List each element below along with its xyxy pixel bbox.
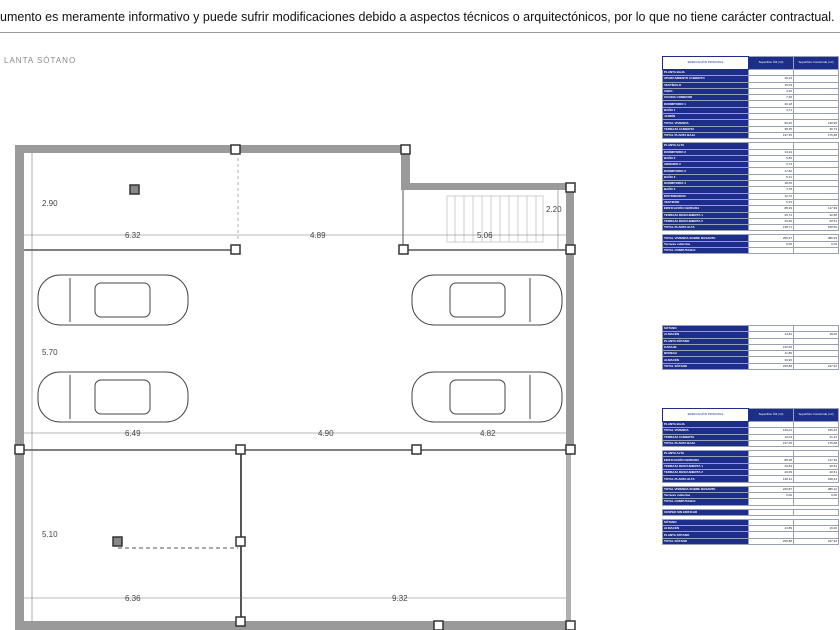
- row-value: 5,82: [749, 155, 794, 161]
- row-value: 117,39: [794, 206, 839, 212]
- row-value: 29,84: [749, 463, 794, 469]
- row-label: EDIFICACIÓN CERRADA: [663, 457, 749, 463]
- row-value: 137,55: [749, 132, 794, 138]
- car-1: [38, 275, 188, 325]
- row-value: 38,35: [749, 126, 794, 132]
- row-label: BAÑO 1: [663, 107, 749, 113]
- row-label: TERRAZA DESCUBIERTA 2: [663, 470, 749, 476]
- disclaimer-text: umento es meramente informativo y puede sufrir modificaciones debido a aspectos técnicos o arquitectónicos, por lo que no tiene carácter contractual.: [0, 10, 835, 24]
- row-label: PLANTA SÓTANO: [663, 532, 749, 538]
- row-label: BODEGA: [663, 351, 749, 357]
- area-table-1: [662, 56, 839, 254]
- row-value: 30,96: [749, 357, 794, 363]
- row-value: 175,68: [794, 440, 839, 446]
- row-value: 386,12: [794, 486, 839, 492]
- car-3: [412, 275, 562, 325]
- dim-489: 4.89: [310, 231, 326, 240]
- row-value: 16,00: [794, 526, 839, 532]
- row-value: 155,44: [794, 428, 839, 434]
- row-label: TOTAL COMPUTABLE: [663, 499, 749, 505]
- row-label: PLANTA SÓTANO: [663, 338, 749, 344]
- area-table-2: [662, 325, 839, 370]
- wall-bottom: [15, 621, 575, 630]
- row-value: 13,89: [749, 526, 794, 532]
- row-value: 12,72: [749, 193, 794, 199]
- row-label: TOTAL VIVIENDA SOBRE RASANTE: [663, 235, 749, 241]
- row-label: DORMITORIO 1: [663, 101, 749, 107]
- row-label: TOTAL SÓTANO: [663, 363, 749, 369]
- row-label: DORMITORIO 4: [663, 181, 749, 187]
- row-value: 88,38: [749, 457, 794, 463]
- row-value: 138,71: [749, 225, 794, 231]
- row-label: TOTAL SÓTANO: [663, 538, 749, 544]
- row-label: CESPED SIN EDIFICAR: [663, 509, 749, 515]
- row-value: 4,71: [749, 107, 794, 113]
- row-label: TOTAL PLANTA ALTA: [663, 225, 749, 231]
- row-value: 30,54: [794, 463, 839, 469]
- row-label: TOTAL COMPUTABLE: [663, 248, 749, 254]
- dim-482: 4.82: [480, 429, 496, 438]
- row-value: 18,05: [749, 181, 794, 187]
- table-header-cell: Superficie Útil (m²): [749, 409, 794, 422]
- row-value: 20,09: [749, 470, 794, 476]
- row-value: 386,93: [794, 235, 839, 241]
- table-row: [663, 248, 839, 254]
- dim-506: 5.06: [477, 231, 493, 240]
- row-label: ASEO: [663, 88, 749, 94]
- plan-title: LANTA SÓTANO: [4, 56, 77, 65]
- row-value: 138,31: [749, 476, 794, 482]
- row-label: TOTAL VIVIENDA SOBRE RASANTE: [663, 486, 749, 492]
- row-value: 229,88: [749, 538, 794, 544]
- row-label: PLANTA ALTA: [663, 143, 749, 149]
- wall-left: [15, 145, 24, 630]
- row-value: [749, 248, 794, 254]
- wall-top-right: [401, 183, 574, 190]
- car-2: [38, 372, 188, 422]
- row-value: 21,24: [794, 434, 839, 440]
- row-label: GARAJE: [663, 344, 749, 350]
- row-value: 15,03: [749, 82, 794, 88]
- row-label: TOTAL VIVIENDA: [663, 428, 749, 434]
- row-value: 0,00: [749, 241, 794, 247]
- row-label: VESTIDOR: [663, 199, 749, 205]
- row-value: 249,87: [749, 486, 794, 492]
- row-value: 168,50: [794, 225, 839, 231]
- dim-490: 4.90: [318, 429, 334, 438]
- table-header-cell: Superficie Construida (m²): [794, 409, 839, 422]
- row-label: APARCAMIENTO CUBIERTO: [663, 76, 749, 82]
- dimension-lines: [24, 153, 566, 621]
- dim-510: 5.10: [42, 530, 58, 539]
- row-label: BAÑO 4: [663, 187, 749, 193]
- row-value: 46,33: [749, 76, 794, 82]
- row-label: ARMARIO 2: [663, 162, 749, 168]
- row-label: TOTAL PLANTA BAJA: [663, 132, 749, 138]
- row-label: BAÑO 3: [663, 174, 749, 180]
- row-value: 88,39: [749, 206, 794, 212]
- row-value: 117,39: [794, 457, 839, 463]
- row-value: 30,58: [794, 212, 839, 218]
- row-label: TOTAL VIVIENDA: [663, 120, 749, 126]
- row-value: 229,88: [749, 363, 794, 369]
- car-4: [412, 372, 562, 422]
- row-value: 20,51: [794, 218, 839, 224]
- row-value: 247,92: [794, 363, 839, 369]
- row-value: 17,82: [749, 168, 794, 174]
- dim-220: 2.20: [546, 205, 562, 214]
- row-value: 138,95: [794, 120, 839, 126]
- row-label: TOTAL PLANTA ALTA: [663, 476, 749, 482]
- row-value: 36,73: [794, 126, 839, 132]
- table-row: [663, 538, 839, 544]
- row-label: TERRAZA DESCUBIERTA 1: [663, 463, 749, 469]
- dim-570: 5.70: [42, 348, 58, 357]
- row-value: 0,00: [794, 492, 839, 498]
- table-header-cell: Superficie Útil (m²): [749, 57, 794, 70]
- table-header-cell: Superficie Construida (m²): [794, 57, 839, 70]
- row-value: 168,44: [794, 476, 839, 482]
- row-label: Terrazas cubiertas: [663, 241, 749, 247]
- row-value: 14,81: [749, 332, 794, 338]
- row-value: 0,00: [749, 492, 794, 498]
- row-label: DISTRIBUIDOR: [663, 193, 749, 199]
- table-header-cell: EDIFICACIÓN PRINCIPAL: [663, 57, 749, 70]
- row-value: 256,97: [749, 235, 794, 241]
- dim-290: 2.90: [42, 199, 58, 208]
- dim-636: 6.36: [125, 594, 141, 603]
- row-label: PLANTA ALTA: [663, 451, 749, 457]
- area-table-3: [662, 408, 839, 545]
- row-value: 247,92: [794, 538, 839, 544]
- row-label: SÓTANO: [663, 326, 749, 332]
- row-label: SÓTANO: [663, 519, 749, 525]
- row-value: 4,78: [749, 187, 794, 193]
- row-value: 18,00: [794, 332, 839, 338]
- table-row: [663, 363, 839, 369]
- row-label: COCINA COMEDOR: [663, 95, 749, 101]
- table-header-row: [663, 57, 839, 70]
- table-header-cell: EDIFICACIÓN PRINCIPAL: [663, 409, 749, 422]
- row-value: 0,00: [794, 241, 839, 247]
- row-label: DORMITORIO 3: [663, 168, 749, 174]
- dim-649: 6.49: [125, 429, 141, 438]
- row-value: 20,18: [749, 101, 794, 107]
- row-label: EDIFICACIÓN CERRADA: [663, 206, 749, 212]
- row-value: 99,20: [749, 120, 794, 126]
- row-label: JARDÍN: [663, 114, 749, 120]
- row-value: 5,31: [749, 174, 794, 180]
- table-header-row: [663, 409, 839, 422]
- row-value: 3,74: [749, 162, 794, 168]
- row-label: TERRAZA CUBIERTA: [663, 434, 749, 440]
- row-value: 12,04: [749, 434, 794, 440]
- row-label: TERRAZA DESCUBIERTA 2: [663, 218, 749, 224]
- row-value: 7,36: [749, 95, 794, 101]
- row-value: 175,68: [794, 132, 839, 138]
- row-value: 11,89: [749, 351, 794, 357]
- row-value: 20,60: [749, 218, 794, 224]
- row-label: ALMACÉN: [663, 332, 749, 338]
- row-value: [794, 248, 839, 254]
- row-label: ALMACÉN: [663, 357, 749, 363]
- wall-top-left: [15, 145, 410, 153]
- row-value: 6,91: [749, 199, 794, 205]
- row-label: TERRAZA DESCUBIERTA 1: [663, 212, 749, 218]
- row-label: DORMITORIO 2: [663, 149, 749, 155]
- row-value: 137,05: [749, 440, 794, 446]
- wall-right: [566, 183, 574, 450]
- row-value: 125,01: [749, 428, 794, 434]
- row-label: ALMACÉN: [663, 526, 749, 532]
- row-value: 20,51: [794, 470, 839, 476]
- wall-right-lower: [566, 450, 571, 630]
- row-value: 3,20: [749, 88, 794, 94]
- row-label: PLANTA BAJA: [663, 422, 749, 428]
- row-label: TOTAL PLANTA BAJA: [663, 440, 749, 446]
- row-label: VESTÍBULO: [663, 82, 749, 88]
- row-label: PLANTA BAJA: [663, 70, 749, 76]
- row-value: 132,06: [749, 344, 794, 350]
- row-label: Terrazas cubiertas: [663, 492, 749, 498]
- row-label: TERRAZA CUBIERTA: [663, 126, 749, 132]
- dim-632: 6.32: [125, 231, 141, 240]
- row-label: BAÑO 2: [663, 155, 749, 161]
- row-value: 13,24: [749, 149, 794, 155]
- row-value: 29,72: [749, 212, 794, 218]
- dim-932: 9.32: [392, 594, 408, 603]
